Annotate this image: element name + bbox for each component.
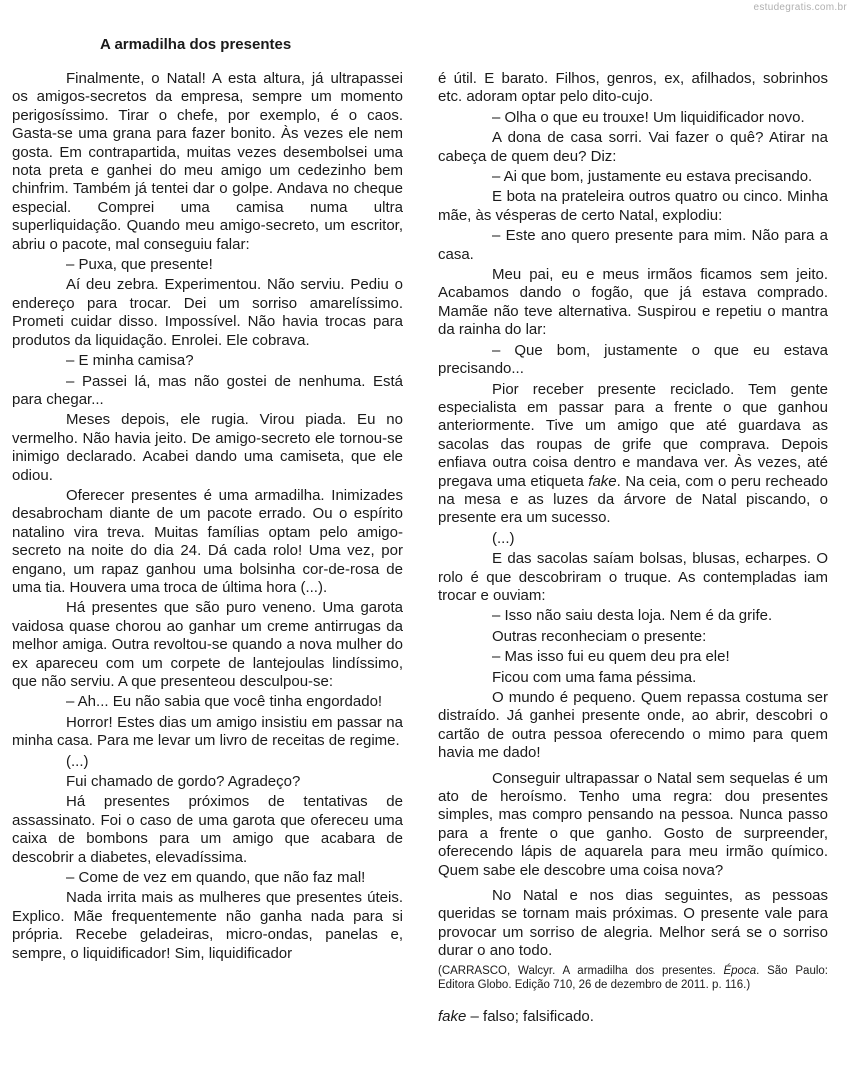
dialogue-line: – Puxa, que presente! (66, 256, 213, 274)
paragraph: Meses depois, ele rugia. Virou piada. Eu no vermelho. Não havia jeito. De amigo-secreto ele tornou-se inimigo declarado. Acabei dando uma camiseta, que ele odiou. (12, 411, 403, 484)
paragraph: Fui chamado de gordo? Agradeço? (66, 773, 301, 791)
dialogue-line: – E minha camisa? (66, 352, 194, 370)
paragraph: Meu pai, eu e meus irmãos ficamos sem jeito. Acabamos dando o fogão, que já estava comprado. Mamãe não teve alternativa. Suspirou e repetiu o mantra da rainha do lar: (438, 266, 828, 339)
glossary-term: fake (438, 1007, 467, 1025)
dialogue-line: – Olha o que eu trouxe! Um liquidificador novo. (492, 108, 805, 126)
ellipsis-line: (...) (66, 752, 89, 770)
glossary-definition: – falso; falsificado. (466, 1007, 594, 1025)
paragraph: E das sacolas saíam bolsas, blusas, echarpes. O rolo é que descobriram o truque. As contempladas iam trocar e ouviam: (438, 550, 828, 604)
dialogue-line: – Passei lá, mas não gostei de nenhuma. Está para chegar... (12, 372, 403, 408)
ellipsis-line: (...) (492, 529, 515, 547)
dialogue-line: – Come de vez em quando, que não faz mal! (66, 869, 366, 887)
left-column (12, 70, 403, 965)
dialogue-line: – Que bom, justamente o que eu estava precisando... (438, 341, 828, 378)
citation (438, 964, 828, 992)
paragraph: Finalmente, o Natal! A esta altura, já ultrapassei os amigos-secretos da empresa, sempre um momento perigosíssimo. Tirar o chefe, por exemplo, é o caos. Gasta-se uma grana para fazer bonito. Às vezes ele nem gosta. Em contrapartida, muitas vezes desembolsei uma nota preta e ganhei do meu amigo um cedezinho bem chinfrim. Também já tentei dar o golpe. Andava no cheque especial. Comprei uma camisa numa ultra superliquidação. Quando meu amigo-secreto, um escritor, abriu o pacote, mal conseguiu falar: (12, 70, 403, 253)
dialogue-line: – Mas isso fui eu quem deu pra ele! (492, 648, 730, 666)
article-title: A armadilha dos presentes (100, 36, 292, 53)
paragraph: Nada irrita mais as mulheres que presentes úteis. Explico. Mãe frequentemente não ganha nada para si própria. Recebe geladeiras, micro-ondas, panelas e, sempre, o liquidificador! Sim, liquidificador (12, 889, 403, 962)
citation-text: (CARRASCO, Walcyr. A armadilha dos presentes. (438, 964, 716, 977)
dialogue-line: Ficou com uma fama péssima. (492, 668, 697, 686)
paragraph-continued: é útil. E barato. Filhos, genros, ex, afilhados, sobrinhos etc. adoram optar pelo dito-cujo. (438, 70, 828, 106)
paragraph: Há presentes próximos de tentativas de assassinato. Foi o caso de uma garota que ofereceu uma caixa de bombons para um amigo que acabara de descobrir a diabetes, elevadíssima. (12, 793, 403, 866)
dialogue-line: Outras reconheciam o presente: (492, 627, 707, 645)
paragraph-text: . Na ceia, com o peru recheado na mesa e as luzes da árvore de Natal piscando, o presente era um sucesso. (438, 472, 828, 527)
dialogue-line: – Ai que bom, justamente eu estava precisando. (492, 168, 813, 186)
glossary-note (438, 1008, 828, 1026)
dialogue-line: – Isso não saiu desta loja. Nem é da grife. (492, 607, 773, 625)
right-column (438, 70, 828, 1041)
citation-text: . São Paulo: Editora Globo. Edição 710, 26 de dezembro de 2011. p. 116.) (438, 964, 828, 991)
site-watermark: estudegratis.com.br (753, 2, 847, 13)
paragraph: No Natal e nos dias seguintes, as pessoas queridas se tornam mais próximas. O presente vale para provocar um sorriso de alegria. Melhor será se o sorriso durar o ano todo. (438, 887, 828, 960)
paragraph: Oferecer presentes é uma armadilha. Inimizades desabrocham diante de um pacote errado. Ou o espírito natalino vira treva. Muitas famílias optam pelo amigo-secreto na noite do dia 24. Dá cada rolo! Uma vez, por engano, um rapaz ganhou uma bolsinha cor-de-rosa de uma tia. Houvera uma troca de última hora (...). (12, 486, 403, 596)
italic-term: fake (588, 472, 617, 490)
paragraph: O mundo é pequeno. Quem repassa costuma ser distraído. Já ganhei presente onde, ao abrir, descobri o cartão de outra pessoa oferecendo o mimo para quem havia me dado! (438, 689, 828, 762)
paragraph (438, 381, 828, 528)
paragraph: Conseguir ultrapassar o Natal sem sequelas é um ato de heroísmo. Tenho uma regra: dou presentes simples, mas compro pensando na pessoa. Nunca passo para a frente o que ganho. Gosto de surpreender, oferecendo lápis de aquarela para meu irmão químico. Quem sabe ele descobre uma coisa nova? (438, 769, 828, 879)
dialogue-line: – Ah... Eu não sabia que você tinha engordado! (66, 693, 383, 711)
paragraph: E bota na prateleira outros quatro ou cinco. Minha mãe, às vésperas de certo Natal, explodiu: (438, 188, 828, 224)
paragraph-text: Pior receber presente reciclado. Tem gente especialista em passar para a frente o que ganhou anteriormente. Tive um amigo que até guardava as sacolas das roupas de grife que comprava. Depois enfiava outra coisa dentro e mandava ver. Às vezes, até pregava uma etiqueta (438, 380, 828, 490)
citation-source: Época (723, 964, 757, 977)
paragraph: Horror! Estes dias um amigo insistiu em passar na minha casa. Para me levar um livro de receitas de regime. (12, 713, 403, 750)
paragraph: A dona de casa sorri. Vai fazer o quê? Atirar na cabeça de quem deu? Diz: (438, 129, 828, 165)
paragraph: Aí deu zebra. Experimentou. Não serviu. Pediu o endereço para trocar. Dei um sorriso amarelíssimo. Prometi cuidar disso. Impossível. Não havia trocas para produtos da liquidação. Enrolei. Ele cobrava. (12, 276, 403, 349)
paragraph: Há presentes que são puro veneno. Uma garota vaidosa quase chorou ao ganhar um creme antirrugas da melhor amiga. Outra revoltou-se quando a nova mulher do ex apareceu com um corpete de lantejoulas lindíssimo, que não serviu. A que presenteou desculpou-se: (12, 599, 403, 690)
dialogue-line: – Este ano quero presente para mim. Não para a casa. (438, 227, 828, 263)
